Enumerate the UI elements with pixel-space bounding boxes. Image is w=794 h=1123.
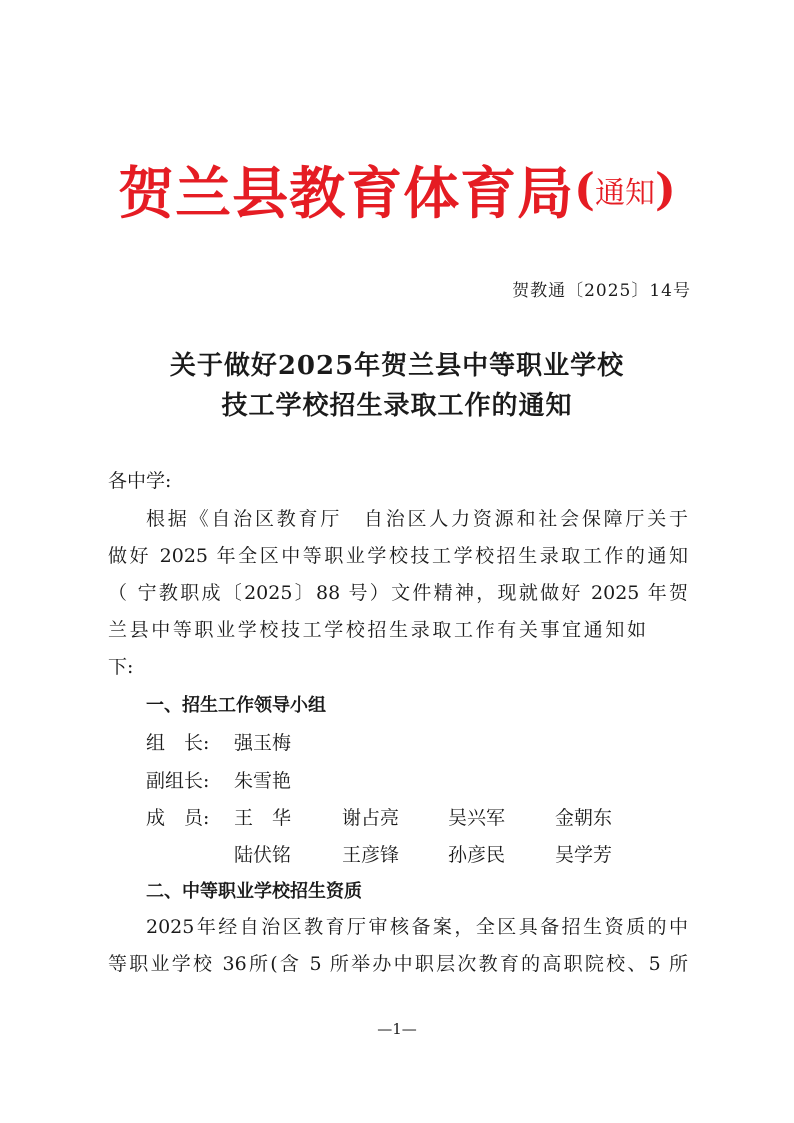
member-name: 陆伏铭	[234, 844, 292, 866]
section2-line-1: 2025年经自治区教育厅审核备案，全区具备招生资质的中	[146, 916, 688, 938]
deputy-name: 朱雪艳	[234, 770, 292, 792]
section1-heading: 一、招生工作领导小组	[146, 695, 326, 716]
salutation: 各中学:	[108, 470, 172, 492]
document-kind: 通知	[595, 176, 655, 211]
document-title-line2: 技工学校招生录取工作的通知	[221, 391, 573, 421]
member-name: 王彦锋	[342, 844, 400, 866]
intro-line-2: 做好 2025 年全区中等职业学校技工学校招生录取工作的通知	[108, 545, 688, 567]
member-name: 吴兴军	[448, 807, 506, 829]
document-number: 贺教通〔2025〕14号	[512, 281, 691, 301]
member-name: 吴学芳	[555, 844, 613, 866]
header-paren-close: )	[655, 164, 676, 216]
issuer-header	[0, 150, 794, 230]
document-title-line1: 关于做好2025年贺兰县中等职业学校	[169, 351, 625, 381]
header-paren-open: (	[574, 164, 595, 216]
leader-name: 强玉梅	[234, 732, 292, 754]
intro-line-3: （ 宁教职成〔2025〕88 号）文件精神，现就做好 2025 年贺	[108, 582, 688, 604]
intro-line-4: 兰县中等职业学校技工学校招生录取工作有关事宜通知如	[108, 619, 646, 641]
member-name: 金朝东	[555, 807, 613, 829]
intro-line-1: 根据《自治区教育厅 自治区人力资源和社会保障厅关于	[146, 508, 688, 530]
leader-label: 组 长:	[146, 732, 210, 754]
member-name: 孙彦民	[448, 844, 506, 866]
intro-line-5: 下:	[108, 656, 134, 678]
section2-line-2: 等职业学校 36所(含 5 所举办中职层次教育的高职院校、5 所	[108, 953, 688, 975]
member-name: 谢占亮	[342, 807, 400, 829]
deputy-label: 副组长:	[146, 770, 210, 792]
member-name: 王 华	[234, 807, 292, 829]
page-number: —1—	[377, 1020, 417, 1038]
section2-heading: 二、中等职业学校招生资质	[146, 881, 362, 902]
issuer-name: 贺兰县教育体育局	[118, 161, 575, 227]
members-label: 成 员:	[146, 807, 210, 829]
